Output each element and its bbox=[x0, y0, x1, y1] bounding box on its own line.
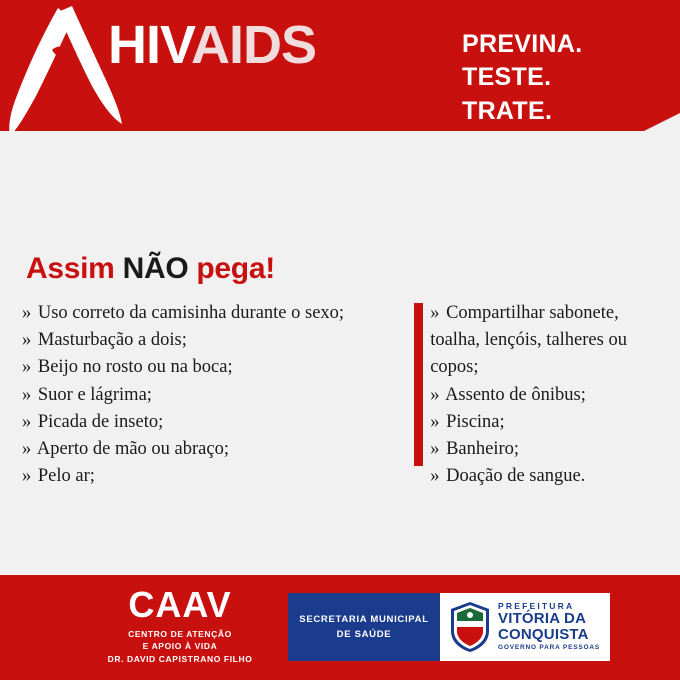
list-item bbox=[430, 300, 662, 382]
caav-wordmark: CAAV bbox=[128, 584, 232, 625]
headline-part-1: Assim bbox=[26, 252, 123, 285]
caav-subtitle-line-3: DR. DAVID CAPISTRANO FILHO bbox=[107, 653, 253, 664]
header-banner bbox=[0, 0, 680, 131]
list-item bbox=[430, 382, 662, 409]
list-item-label: Doação de sangue. bbox=[446, 466, 586, 487]
right-column bbox=[412, 300, 662, 490]
secretaria-line-1: SECRETARIA MUNICIPAL bbox=[299, 613, 429, 625]
slogan-line-2: TESTE. bbox=[462, 63, 552, 92]
slogan-line-1: PREVINA. bbox=[462, 30, 583, 58]
list-item bbox=[430, 436, 662, 463]
secretaria-line-2: DE SAÚDE bbox=[336, 629, 392, 640]
list-item-label: Piscina; bbox=[446, 411, 505, 432]
list-item-label: Banheiro; bbox=[446, 438, 520, 459]
list-item-label: Suor e lágrima; bbox=[37, 384, 152, 405]
caav-logo bbox=[70, 584, 290, 665]
secretaria-logo bbox=[288, 593, 440, 661]
slogan bbox=[462, 28, 582, 128]
list-item bbox=[22, 436, 412, 463]
prefeitura-logo bbox=[440, 593, 610, 661]
slogan-line-3: TRATE. bbox=[462, 96, 553, 125]
bullet-icon: » bbox=[430, 384, 440, 405]
prefeitura-line-3: CONQUISTA bbox=[498, 625, 589, 643]
list-item-label: Aperto de mão ou abraço; bbox=[36, 438, 229, 459]
prefeitura-line-4: GOVERNO PARA PESSOAS bbox=[498, 644, 600, 652]
bullet-icon: » bbox=[22, 303, 32, 323]
section-headline bbox=[26, 252, 275, 286]
bullet-icon: » bbox=[430, 411, 440, 432]
list-item bbox=[22, 409, 412, 436]
list-item bbox=[22, 354, 412, 381]
caav-subtitle-line-1: CENTRO DE ATENÇÃO bbox=[128, 629, 232, 639]
list-item-label: Assento de ônibus; bbox=[445, 384, 586, 405]
list-item-label: Uso correto da camisinha durante o sexo; bbox=[37, 303, 345, 323]
right-list bbox=[430, 300, 662, 490]
list-item-label: Beijo no rosto ou na boca; bbox=[37, 357, 233, 378]
content-columns bbox=[18, 300, 662, 490]
left-list bbox=[22, 300, 412, 490]
list-item bbox=[22, 300, 412, 327]
list-item bbox=[22, 463, 412, 490]
caav-subtitle bbox=[70, 628, 290, 665]
title-aids: AIDS bbox=[191, 15, 317, 75]
page-title bbox=[108, 15, 317, 75]
prefeitura-line-2: VITÓRIA DA bbox=[498, 609, 587, 627]
title-hiv: HIV bbox=[108, 15, 192, 75]
coat-of-arms-icon bbox=[448, 601, 492, 653]
list-item bbox=[430, 409, 662, 436]
list-item-label: Pelo ar; bbox=[37, 466, 95, 487]
list-item-label: Compartilhar sabonete, toalha, lençóis, talheres ou copos; bbox=[430, 303, 627, 378]
list-item-label: Masturbação a dois; bbox=[37, 330, 187, 351]
headline-part-3: pega! bbox=[188, 252, 275, 285]
bullet-icon: » bbox=[430, 438, 440, 459]
prefeitura-text bbox=[498, 602, 600, 652]
bullet-icon: » bbox=[22, 438, 32, 459]
list-item bbox=[22, 327, 412, 354]
header-corner-notch bbox=[644, 113, 680, 131]
list-item bbox=[430, 463, 662, 490]
bullet-icon: » bbox=[22, 466, 32, 487]
list-item bbox=[22, 382, 412, 409]
footer-bar bbox=[0, 575, 680, 680]
bullet-icon: » bbox=[22, 330, 32, 351]
list-item-label: Picada de inseto; bbox=[37, 411, 164, 432]
caav-subtitle-line-2: E APOIO À VIDA bbox=[142, 641, 218, 652]
bullet-icon: » bbox=[430, 466, 440, 487]
bullet-icon: » bbox=[430, 303, 440, 323]
bullet-icon: » bbox=[22, 411, 32, 432]
bullet-icon: » bbox=[22, 384, 32, 405]
prefeitura-line-1: PREFEITURA bbox=[498, 600, 575, 611]
bullet-icon: » bbox=[22, 357, 32, 378]
headline-part-2: NÃO bbox=[122, 252, 189, 285]
left-column bbox=[18, 300, 412, 490]
